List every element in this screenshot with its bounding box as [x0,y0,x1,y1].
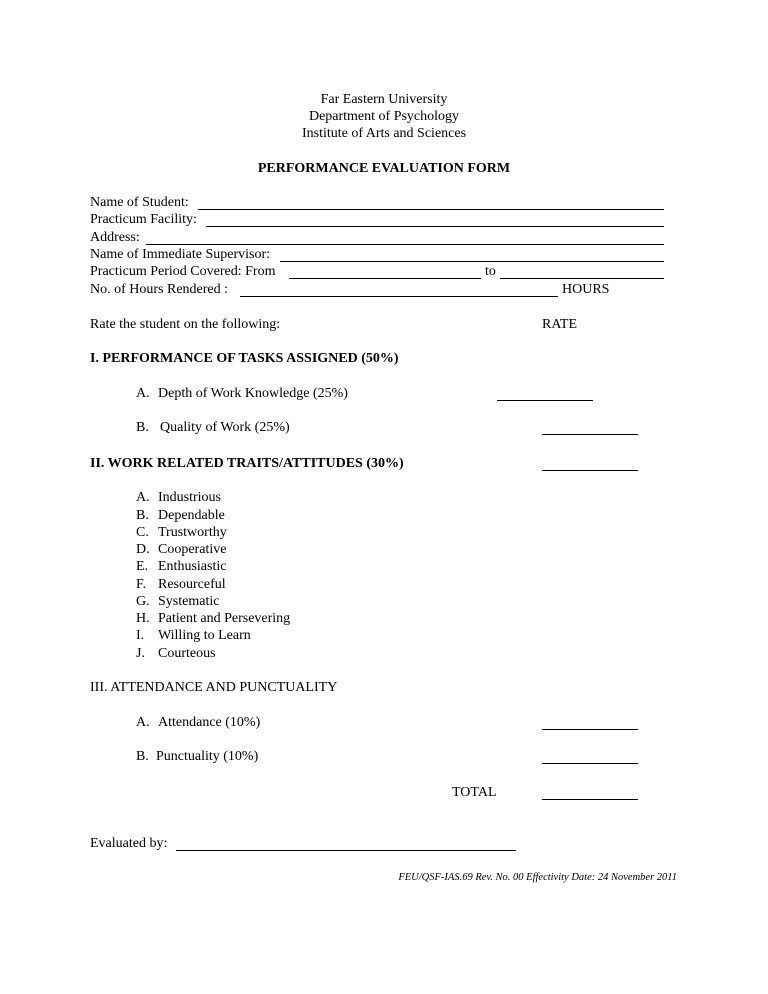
trait-label: Cooperative [158,542,227,557]
trait-label: Courteous [158,646,216,661]
trait-letter: E. [136,559,149,574]
section-3-title: III. ATTENDANCE AND PUNCTUALITY [90,680,338,695]
section-3-item-letter: A. [136,715,150,730]
quality-of-work-rate-line[interactable] [542,434,638,435]
rating-instruction: Rate the student on the following: [90,317,281,332]
facility-label: Practicum Facility: [90,212,197,227]
section-3-item-letter: B. [136,749,149,764]
period-to-line[interactable] [500,278,664,279]
form-code-footer: FEU/QSF-IAS.69 Rev. No. 00 Effectivity Date: 24 November 2011 [398,872,677,883]
department-name: Department of Psychology [308,109,460,124]
section-1-title: I. PERFORMANCE OF TASKS ASSIGNED (50%) [90,351,399,366]
total-rate-line[interactable] [542,799,638,800]
section-1-item-letter: A. [136,386,150,401]
hours-suffix: HOURS [562,282,610,297]
trait-letter: A. [136,490,150,505]
trait-label: Trustworthy [158,525,227,540]
student-name-line[interactable] [198,209,664,210]
trait-letter: H. [136,611,150,626]
trait-letter: C. [136,525,149,540]
trait-label: Enthusiastic [158,559,227,574]
evaluated-by-label: Evaluated by: [90,836,168,851]
period-to-label: to [485,264,496,279]
section-1-item-letter: B. [136,420,149,435]
attendance-rate-line[interactable] [542,729,638,730]
trait-label: Dependable [158,508,225,523]
section-3-item-label: Attendance (10%) [158,715,261,730]
trait-letter: D. [136,542,150,557]
trait-label: Willing to Learn [158,628,251,643]
form-title: PERFORMANCE EVALUATION FORM [257,161,511,176]
period-from-line[interactable] [289,278,481,279]
hours-line[interactable] [240,296,558,297]
supervisor-line[interactable] [280,261,664,262]
trait-label: Resourceful [158,577,226,592]
facility-line[interactable] [206,226,664,227]
section-3-item-label: Punctuality (10%) [156,749,259,764]
address-line[interactable] [146,244,664,245]
institute-name: Institute of Arts and Sciences [301,126,467,141]
section-2-title: II. WORK RELATED TRAITS/ATTITUDES (30%) [90,456,404,471]
trait-letter: F. [136,577,147,592]
supervisor-label: Name of Immediate Supervisor: [90,247,271,262]
trait-letter: J. [136,646,145,661]
student-name-label: Name of Student: [90,195,189,210]
work-traits-rate-line[interactable] [542,470,638,471]
trait-letter: I. [136,628,145,643]
depth-of-knowledge-rate-line[interactable] [497,400,593,401]
trait-letter: G. [136,594,150,609]
period-label: Practicum Period Covered: From [90,264,276,279]
university-name: Far Eastern University [320,92,448,107]
punctuality-rate-line[interactable] [542,763,638,764]
total-label: TOTAL [452,785,497,800]
trait-label: Systematic [158,594,220,609]
trait-label: Patient and Persevering [158,611,291,626]
hours-label: No. of Hours Rendered : [90,282,229,297]
section-1-item-label: Quality of Work (25%) [160,420,290,435]
trait-letter: B. [136,508,149,523]
trait-label: Industrious [158,490,221,505]
rate-header: RATE [542,317,577,332]
section-1-item-label: Depth of Work Knowledge (25%) [158,386,348,401]
evaluated-by-line[interactable] [176,850,516,851]
address-label: Address: [90,230,140,245]
